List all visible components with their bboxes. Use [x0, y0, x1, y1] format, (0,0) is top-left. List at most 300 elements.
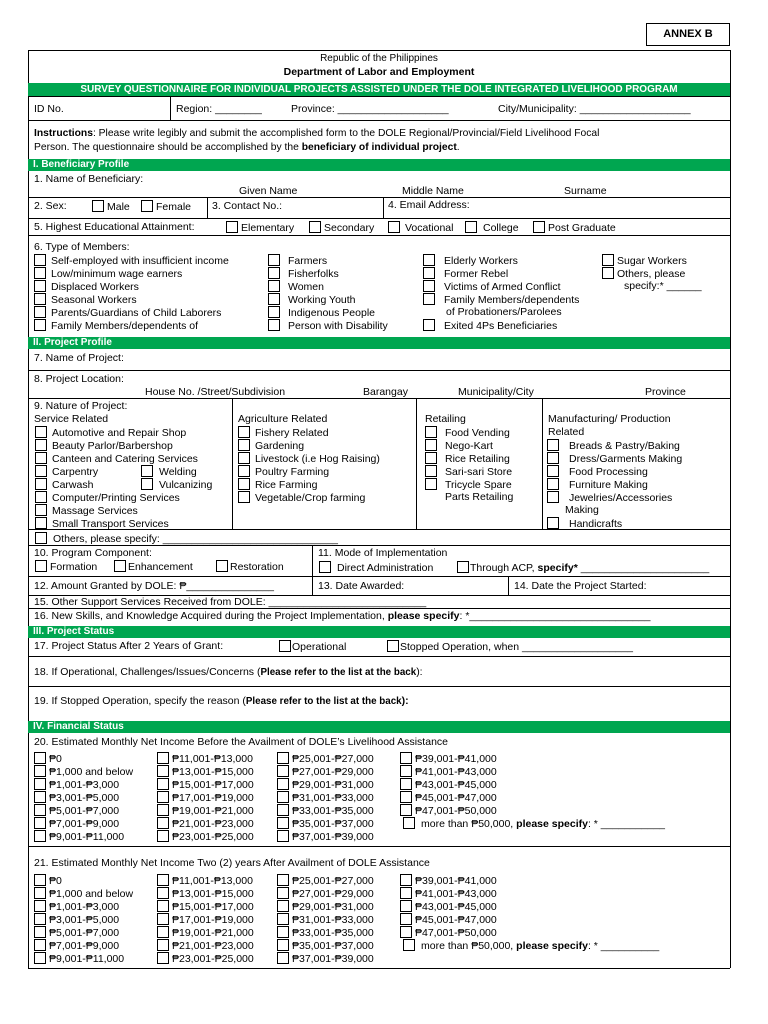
manu-option-checkbox[interactable] — [547, 478, 559, 490]
member-option-checkbox[interactable] — [268, 293, 280, 305]
service-option-checkbox[interactable] — [35, 465, 47, 477]
more-than-field[interactable]: : * ___________ — [587, 818, 666, 830]
member-option-checkbox[interactable] — [268, 267, 280, 279]
income-option[interactable] — [400, 778, 497, 791]
q12-amount-granted[interactable]: 12. Amount Granted by DOLE: ₱_______________ — [34, 580, 274, 592]
rule — [170, 96, 171, 120]
member-option-label: Person with Disability — [288, 320, 388, 332]
income-option-checkbox[interactable] — [157, 913, 169, 925]
income-option-checkbox[interactable] — [400, 900, 412, 912]
loc-house-label: House No. /Street/Subdivision — [145, 386, 286, 398]
vocational-checkbox[interactable] — [388, 221, 400, 233]
income-option-checkbox[interactable] — [34, 817, 46, 829]
income-option-checkbox[interactable] — [400, 926, 412, 938]
income-option[interactable] — [34, 887, 133, 900]
agri-option-checkbox[interactable] — [238, 439, 250, 451]
income-option-checkbox[interactable] — [400, 887, 412, 899]
enhancement-checkbox[interactable] — [114, 560, 126, 572]
member-option-checkbox[interactable] — [268, 319, 280, 331]
q3-contact-no[interactable]: 3. Contact No.: — [212, 200, 283, 212]
income-option[interactable] — [34, 778, 119, 791]
region-field[interactable]: Region: ________ — [176, 103, 262, 115]
annex-label: ANNEX B — [663, 28, 713, 40]
q2-sex-label: 2. Sex: — [34, 200, 67, 212]
male-label: Male — [107, 201, 130, 213]
member-option[interactable] — [423, 254, 518, 267]
member-option-checkbox[interactable] — [268, 280, 280, 292]
member-option-checkbox[interactable] — [268, 254, 280, 266]
income-option-checkbox[interactable] — [277, 817, 289, 829]
manu-option-checkbox[interactable] — [547, 491, 559, 503]
manu-option-checkbox[interactable] — [547, 517, 559, 529]
member-option[interactable] — [34, 293, 137, 306]
income-option[interactable] — [157, 874, 253, 887]
income-option[interactable] — [277, 913, 374, 926]
service-option-checkbox[interactable] — [35, 439, 47, 451]
income-option-checkbox[interactable] — [277, 952, 289, 964]
income-option-label: ₱27,001-₱29,000 — [292, 888, 374, 900]
income-option-checkbox[interactable] — [400, 791, 412, 803]
income-option[interactable] — [157, 817, 254, 830]
agri-option-checkbox[interactable] — [238, 465, 250, 477]
city-field[interactable]: City/Municipality: ___________________ — [498, 103, 691, 115]
service-option-checkbox[interactable] — [35, 426, 47, 438]
income-option[interactable] — [34, 765, 133, 778]
income-option[interactable] — [34, 817, 119, 830]
member-option[interactable] — [34, 306, 221, 319]
formation-checkbox[interactable] — [35, 560, 47, 572]
income-option[interactable] — [400, 913, 497, 926]
income-option-label: ₱13,001-₱15,000 — [172, 888, 254, 900]
income-option-label: ₱5,001-₱7,000 — [49, 805, 120, 817]
stopped-checkbox[interactable] — [387, 640, 399, 652]
formation-option[interactable] — [35, 560, 97, 573]
member-option-checkbox[interactable] — [423, 293, 435, 305]
income-option[interactable] — [157, 791, 254, 804]
income-option[interactable] — [400, 887, 497, 900]
secondary-checkbox[interactable] — [309, 221, 321, 233]
q19-text: 19. If Stopped Operation, specify the reason ( — [34, 695, 246, 707]
retail-option-label: Tricycle Spare — [445, 479, 512, 491]
income-option-checkbox[interactable] — [157, 791, 169, 803]
member-option[interactable] — [268, 293, 356, 306]
retail-option-label: Rice Retailing — [445, 453, 510, 465]
manu-option[interactable] — [547, 491, 672, 504]
agri-option-checkbox[interactable] — [238, 452, 250, 464]
income-option[interactable] — [277, 752, 374, 765]
educ-secondary[interactable] — [309, 221, 374, 234]
rule — [28, 608, 730, 609]
male-checkbox[interactable] — [92, 200, 104, 212]
member-option[interactable] — [423, 319, 557, 332]
q8-project-location[interactable]: 8. Project Location: — [34, 373, 124, 385]
income-option-checkbox[interactable] — [277, 939, 289, 951]
member-option-checkbox[interactable] — [34, 306, 46, 318]
income-option[interactable] — [157, 804, 254, 817]
more-than-label: more than ₱50,000, — [421, 940, 517, 952]
manu-option — [565, 504, 599, 516]
income-option-label: ₱1,001-₱3,000 — [49, 779, 120, 791]
income-option-label: ₱39,001-₱41,000 — [415, 875, 497, 887]
income-option[interactable] — [277, 939, 374, 952]
income-option[interactable] — [157, 939, 254, 952]
income-option-checkbox[interactable] — [277, 926, 289, 938]
income-option-checkbox[interactable] — [34, 952, 46, 964]
agri-option-checkbox[interactable] — [238, 491, 250, 503]
member-option-checkbox[interactable] — [268, 306, 280, 318]
rule — [383, 197, 384, 218]
income-more-than-option[interactable] — [403, 817, 665, 830]
manu-option-checkbox[interactable] — [547, 465, 559, 477]
direct-admin-checkbox[interactable] — [319, 561, 331, 573]
retail-option-checkbox[interactable] — [425, 439, 437, 451]
educ-option-label: Secondary — [324, 222, 375, 234]
income-option-checkbox[interactable] — [277, 887, 289, 899]
member-option[interactable] — [602, 267, 685, 280]
income-option[interactable] — [157, 765, 254, 778]
income-option-checkbox[interactable] — [157, 765, 169, 777]
q16-field[interactable]: : *_______________________________ — [459, 610, 651, 622]
member-option[interactable] — [34, 319, 198, 332]
member-option-checkbox[interactable] — [34, 280, 46, 292]
post-graduate-checkbox[interactable] — [533, 221, 545, 233]
income-option[interactable] — [400, 874, 497, 887]
income-option-checkbox[interactable] — [157, 939, 169, 951]
welding-option[interactable] — [141, 465, 197, 478]
instructions-bold: beneficiary of individual project — [301, 142, 457, 153]
others-checkbox[interactable] — [35, 532, 47, 544]
manu-option[interactable] — [547, 478, 648, 491]
member-option-checkbox[interactable] — [423, 280, 435, 292]
member-option-checkbox[interactable] — [34, 254, 46, 266]
income-option-checkbox[interactable] — [277, 900, 289, 912]
through-acp-field[interactable]: ______________________ — [577, 562, 710, 574]
rule — [28, 656, 730, 657]
rule — [508, 576, 509, 595]
income-option[interactable] — [157, 887, 254, 900]
member-option-label: Parents/Guardians of Child Laborers — [51, 307, 222, 319]
middle-name-label: Middle Name — [402, 185, 464, 197]
income-option-checkbox[interactable] — [157, 804, 169, 816]
income-option-checkbox[interactable] — [157, 778, 169, 790]
welding-checkbox[interactable] — [141, 465, 153, 477]
service-option-checkbox[interactable] — [35, 478, 47, 490]
member-option[interactable] — [423, 280, 561, 293]
income-option[interactable] — [277, 874, 374, 887]
direct-admin-option[interactable] — [319, 561, 433, 574]
member-option[interactable] — [34, 254, 229, 267]
frame-right — [730, 50, 731, 968]
income-more-than-option[interactable] — [403, 939, 659, 952]
member-option-checkbox[interactable] — [602, 267, 614, 279]
member-option-label: specify:* ______ — [624, 280, 702, 292]
q19-stopped-reason[interactable] — [34, 695, 409, 707]
income-option[interactable] — [34, 900, 119, 913]
agri-option[interactable] — [238, 426, 329, 439]
service-option-checkbox[interactable] — [35, 452, 47, 464]
manu-option-checkbox[interactable] — [547, 452, 559, 464]
income-option-checkbox[interactable] — [157, 752, 169, 764]
service-option[interactable] — [35, 439, 173, 452]
educ-college[interactable] — [465, 221, 519, 234]
income-option[interactable] — [34, 830, 124, 843]
income-option[interactable] — [277, 952, 374, 965]
retail-option[interactable] — [425, 465, 512, 478]
manu-option-checkbox[interactable] — [547, 439, 559, 451]
income-option[interactable] — [277, 804, 374, 817]
q6-type-of-members: 6. Type of Members: — [34, 241, 130, 253]
service-option-label: Canteen and Catering Services — [52, 453, 198, 465]
restoration-checkbox[interactable] — [216, 560, 228, 572]
retail-option-checkbox[interactable] — [425, 465, 437, 477]
service-option-label: Carwash — [52, 479, 94, 491]
income-option[interactable] — [277, 830, 374, 843]
agri-option[interactable] — [238, 439, 304, 452]
instructions-text-3: . — [456, 142, 460, 153]
income-option[interactable] — [34, 752, 62, 765]
agri-option[interactable] — [238, 452, 380, 465]
member-option[interactable] — [268, 267, 339, 280]
more-than-checkbox[interactable] — [403, 939, 415, 951]
income-option[interactable] — [277, 765, 374, 778]
through-acp-option[interactable] — [457, 561, 709, 574]
service-option-checkbox[interactable] — [35, 491, 47, 503]
income-option-checkbox[interactable] — [157, 926, 169, 938]
income-option[interactable] — [400, 752, 497, 765]
income-option[interactable] — [277, 887, 374, 900]
service-option[interactable] — [35, 478, 93, 491]
income-option-label: ₱15,001-₱17,000 — [172, 779, 254, 791]
income-option-label: ₱43,001-₱45,000 — [415, 901, 497, 913]
retail-option[interactable] — [425, 439, 493, 452]
income-option-checkbox[interactable] — [157, 830, 169, 842]
income-option[interactable] — [400, 900, 497, 913]
enhancement-option[interactable] — [114, 560, 193, 573]
income-option-checkbox[interactable] — [157, 887, 169, 899]
income-option[interactable] — [277, 900, 374, 913]
manu-option[interactable] — [547, 465, 648, 478]
income-option[interactable] — [34, 926, 119, 939]
q7-name-of-project[interactable]: 7. Name of Project: — [34, 352, 124, 364]
member-option[interactable] — [34, 267, 182, 280]
income-option[interactable] — [157, 952, 254, 965]
member-option[interactable] — [423, 267, 508, 280]
nature-others-option[interactable] — [35, 532, 338, 545]
vulcanizing-checkbox[interactable] — [141, 478, 153, 490]
q4-email-address[interactable]: 4. Email Address: — [388, 199, 470, 211]
income-option[interactable] — [400, 765, 497, 778]
member-option-checkbox[interactable] — [423, 319, 435, 331]
income-option-checkbox[interactable] — [34, 791, 46, 803]
income-option[interactable] — [400, 926, 497, 939]
income-option[interactable] — [277, 778, 374, 791]
manu-option-label: Furniture Making — [569, 479, 648, 491]
income-option-checkbox[interactable] — [400, 804, 412, 816]
loc-province-label: Province — [645, 386, 686, 398]
service-option[interactable] — [35, 465, 98, 478]
income-option[interactable] — [157, 900, 254, 913]
restoration-option[interactable] — [216, 560, 284, 573]
sex-female-option[interactable] — [141, 200, 191, 213]
income-option[interactable] — [400, 804, 497, 817]
service-option-label: Automotive and Repair Shop — [52, 427, 187, 439]
service-option[interactable] — [35, 491, 180, 504]
income-option-checkbox[interactable] — [277, 752, 289, 764]
q9-nature-of-project: 9. Nature of Project: — [34, 400, 128, 412]
q17-project-status: 17. Project Status After 2 Years of Grant: — [34, 640, 224, 652]
q18-text: 18. If Operational, Challenges/Issues/Concerns ( — [34, 666, 261, 678]
q1-name-of-beneficiary[interactable]: 1. Name of Beneficiary: — [34, 173, 144, 185]
income-option-checkbox[interactable] — [400, 913, 412, 925]
income-option-checkbox[interactable] — [277, 830, 289, 842]
educ-vocational[interactable] — [388, 221, 453, 234]
college-checkbox[interactable] — [465, 221, 477, 233]
income-option-checkbox[interactable] — [277, 804, 289, 816]
retail-option[interactable] — [425, 426, 510, 439]
more-than-field[interactable]: : * __________ — [587, 940, 660, 952]
income-option-checkbox[interactable] — [157, 817, 169, 829]
elementary-checkbox[interactable] — [226, 221, 238, 233]
member-option[interactable] — [268, 319, 388, 332]
agri-option[interactable] — [238, 465, 329, 478]
income-option-checkbox[interactable] — [400, 765, 412, 777]
income-option-checkbox[interactable] — [34, 874, 46, 886]
income-option-checkbox[interactable] — [157, 952, 169, 964]
educ-elementary[interactable] — [226, 221, 294, 234]
income-option-checkbox[interactable] — [34, 830, 46, 842]
income-option[interactable] — [157, 778, 254, 791]
agri-option-checkbox[interactable] — [238, 426, 250, 438]
income-option-label: ₱41,001-₱43,000 — [415, 766, 497, 778]
income-option-checkbox[interactable] — [277, 791, 289, 803]
income-option[interactable] — [157, 830, 254, 843]
income-option-label: ₱1,001-₱3,000 — [49, 901, 120, 913]
retail-option-checkbox[interactable] — [425, 478, 437, 490]
income-option-label: ₱5,001-₱7,000 — [49, 927, 120, 939]
manu-option[interactable] — [547, 439, 680, 452]
service-option[interactable] — [35, 504, 138, 517]
retail-option[interactable] — [425, 452, 510, 465]
q16-new-skills[interactable] — [34, 610, 650, 622]
service-option-checkbox[interactable] — [35, 504, 47, 516]
retail-option-checkbox[interactable] — [425, 426, 437, 438]
agri-option-checkbox[interactable] — [238, 478, 250, 490]
service-option-label: Computer/Printing Services — [52, 492, 180, 504]
section-financial-status: IV. Financial Status — [28, 721, 730, 733]
province-field[interactable]: Province: ___________________ — [291, 103, 449, 115]
more-than-checkbox[interactable] — [403, 817, 415, 829]
income-option-checkbox[interactable] — [34, 926, 46, 938]
member-option-checkbox[interactable] — [34, 319, 46, 331]
income-option-checkbox[interactable] — [400, 752, 412, 764]
member-option-checkbox[interactable] — [34, 267, 46, 279]
operational-checkbox[interactable] — [279, 640, 291, 652]
income-option-checkbox[interactable] — [34, 765, 46, 777]
income-option[interactable] — [34, 874, 62, 887]
income-option-checkbox[interactable] — [34, 887, 46, 899]
income-option[interactable] — [157, 752, 253, 765]
income-option[interactable] — [34, 804, 119, 817]
income-option[interactable] — [277, 926, 374, 939]
agri-option[interactable] — [238, 491, 365, 504]
income-option[interactable] — [34, 791, 119, 804]
member-option[interactable] — [268, 280, 324, 293]
stopped-operation-option[interactable] — [387, 640, 633, 653]
member-option[interactable] — [34, 280, 139, 293]
q18-challenges[interactable] — [34, 666, 423, 678]
income-option[interactable] — [277, 817, 374, 830]
others-specify-field[interactable]: Others, please specify: ______________________________ — [53, 533, 338, 545]
income-option-checkbox[interactable] — [34, 752, 46, 764]
income-option-checkbox[interactable] — [277, 778, 289, 790]
service-option[interactable] — [35, 452, 198, 465]
q14-date-started[interactable]: 14. Date the Project Started: — [514, 580, 647, 592]
income-option-checkbox[interactable] — [277, 874, 289, 886]
member-option-checkbox[interactable] — [423, 254, 435, 266]
income-option-checkbox[interactable] — [34, 939, 46, 951]
q13-date-awarded[interactable]: 13. Date Awarded: — [318, 580, 405, 592]
income-option-checkbox[interactable] — [400, 778, 412, 790]
operational-option[interactable] — [279, 640, 346, 653]
income-option-checkbox[interactable] — [34, 913, 46, 925]
income-option[interactable] — [34, 939, 119, 952]
q15-other-support[interactable]: 15. Other Support Services Received from DOLE: ___________________________ — [34, 596, 427, 608]
member-option-label: Seasonal Workers — [51, 294, 137, 306]
educ-post-graduate[interactable] — [533, 221, 616, 234]
member-option-checkbox[interactable] — [34, 293, 46, 305]
service-option-checkbox[interactable] — [35, 517, 47, 529]
direct-admin-label: Direct Administration — [337, 562, 434, 574]
income-option[interactable] — [400, 791, 497, 804]
income-option-label: ₱0 — [49, 753, 62, 765]
income-option[interactable] — [157, 913, 254, 926]
more-than-specify: please specify — [516, 818, 588, 830]
service-option-label: Carpentry — [52, 466, 99, 478]
member-option-checkbox[interactable] — [602, 254, 614, 266]
vulcanizing-option[interactable] — [141, 478, 212, 491]
income-option[interactable] — [34, 952, 124, 965]
income-option-checkbox[interactable] — [400, 874, 412, 886]
manu-option[interactable] — [547, 452, 682, 465]
income-option-checkbox[interactable] — [34, 804, 46, 816]
income-option-checkbox[interactable] — [157, 900, 169, 912]
member-option[interactable] — [423, 293, 579, 306]
agri-option[interactable] — [238, 478, 317, 491]
sex-male-option[interactable] — [92, 200, 130, 213]
member-option[interactable] — [602, 254, 687, 267]
income-option[interactable] — [277, 791, 374, 804]
income-option-checkbox[interactable] — [34, 900, 46, 912]
member-option[interactable] — [268, 254, 327, 267]
income-option-checkbox[interactable] — [157, 874, 169, 886]
income-option[interactable] — [157, 926, 254, 939]
income-option[interactable] — [34, 913, 119, 926]
member-option[interactable] — [268, 306, 375, 319]
income-option-label: ₱33,001-₱35,000 — [292, 805, 374, 817]
service-option[interactable] — [35, 426, 186, 439]
income-option-checkbox[interactable] — [34, 778, 46, 790]
income-option-checkbox[interactable] — [277, 765, 289, 777]
retail-option[interactable] — [425, 478, 512, 491]
female-checkbox[interactable] — [141, 200, 153, 212]
income-option-checkbox[interactable] — [277, 913, 289, 925]
income-option-label: ₱25,001-₱27,000 — [292, 753, 374, 765]
q18-tail: ): — [416, 666, 423, 678]
member-option-checkbox[interactable] — [423, 267, 435, 279]
through-acp-checkbox[interactable] — [457, 561, 469, 573]
retail-option-checkbox[interactable] — [425, 452, 437, 464]
income-option-label: ₱21,001-₱23,000 — [172, 940, 254, 952]
